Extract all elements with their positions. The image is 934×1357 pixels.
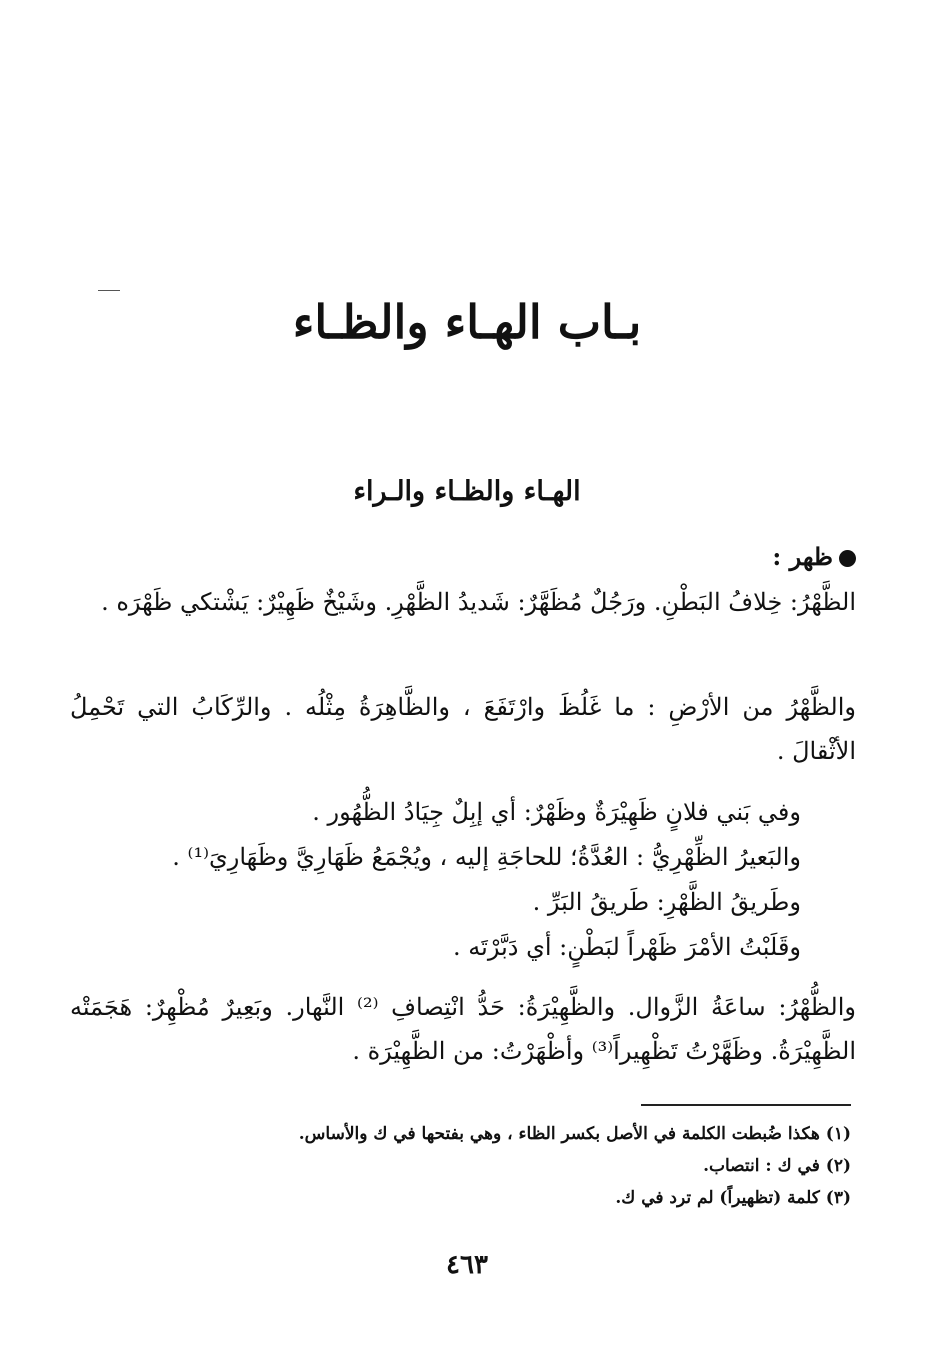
text-line: وقَلَبْتُ الأمْرَ ظَهْراً لبَطْنٍ: أي دَبَّرْتَه . <box>453 933 801 961</box>
footnote: (١) هكذا ضُبطت الكلمة في الأصل بكسر الظاء ، وهي بفتحها في ك والأساس. <box>298 1124 851 1144</box>
paragraph: والظَّهْرُ من الأرْضِ : ما غَلُظَ وارْتَفَعَ ، والظَّاهِرَةُ مِثْلُه . والرِّكَابُ التي تَحْمِلُ الأثْقالَ . <box>70 693 856 765</box>
paragraph: والظُّهْرُ: ساعَةُ الزَّوال. والظَّهِيْرَةُ: حَدُّ انْتِصافِ ⁽²⁾ النَّهار. وبَعِيرٌ مُظْهِرٌ: هَجَمَتْه الظَّهِيْرَةُ. وظَهَّرْتُ تَظْهِيراً⁽³⁾ وأظْهَرْتُ: من الظَّهِيْرَة . <box>70 993 856 1065</box>
chapter-title: بـاب الهـاء والظـاء <box>292 295 642 349</box>
footnote: (٣) كلمة (تظهيراً) لم ترد في ك. <box>615 1188 851 1208</box>
text-line: وطَريقُ الظَّهْرِ: طَريقُ البَرِّ . <box>532 888 801 916</box>
bullet-icon <box>839 550 856 567</box>
section-title: الهـاء والظـاء والـراء <box>353 476 581 507</box>
entry-head-text: ظهر : <box>772 542 833 571</box>
page-number: ٤٦٣ <box>446 1250 488 1280</box>
scan-mark <box>98 290 120 291</box>
footnote: (٢) في ك : انتصاب. <box>703 1156 851 1176</box>
footnote-divider <box>641 1104 851 1106</box>
text-line: وفي بَني فلانٍ ظَهِيْرَةٌ وظَهْرٌ: أي إبِلٌ جِيَادُ الظُّهُور . <box>312 798 801 826</box>
footnotes <box>70 1118 851 1214</box>
entry-head <box>70 537 856 576</box>
text-line: والبَعيرُ الظِّهْرِيُّ : العُدَّةُ؛ للحاجَةِ إليه ، ويُجْمَعُ ظَهَارِيَّ وظَهَارِيَ⁽¹⁾ . <box>172 843 801 871</box>
paragraph: الظَّهْرُ: خِلافُ البَطْنِ. ورَجُلٌ مُظَهَّرٌ: شَديدُ الظَّهْرِ. وشَيْخٌ ظَهِيْرٌ: يَشْتكي ظَهْرَه . <box>101 588 856 616</box>
